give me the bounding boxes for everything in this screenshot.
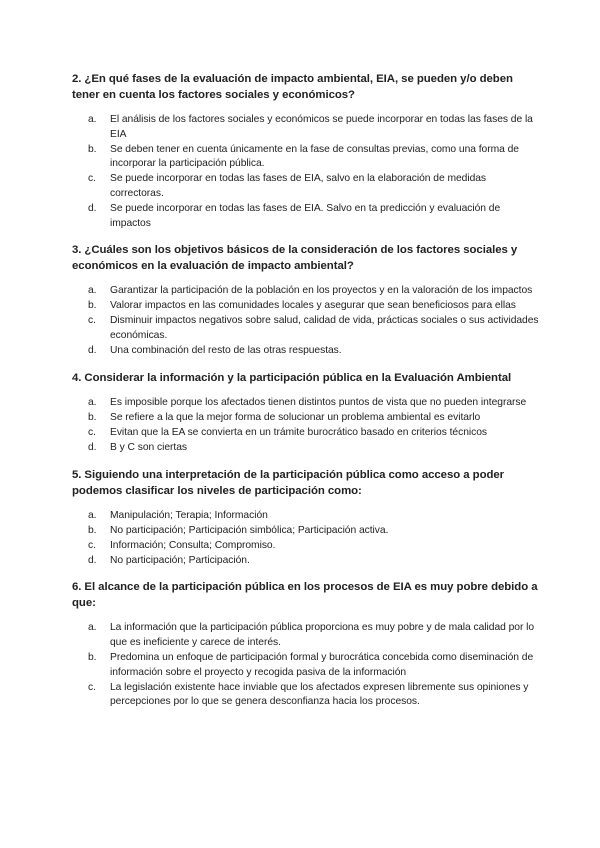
option-marker: d.: [88, 345, 97, 357]
option-list: [72, 113, 540, 231]
option-item: [72, 554, 540, 569]
option-marker: d.: [88, 442, 97, 453]
option-item: [72, 143, 540, 172]
option-item: [72, 202, 540, 231]
question-title: [72, 467, 540, 499]
option-text: Valorar impactos en las comunidades locales y asegurar que sean beneficiosos para ellas: [110, 300, 516, 312]
option-marker: b.: [88, 143, 97, 155]
question-title: [72, 579, 540, 611]
option-marker: c.: [88, 681, 96, 693]
option-item: [72, 113, 540, 142]
option-text: Predomina un enfoque de participación formal y burocrática concebida como diseminación de información sobre el proyecto y recogida pasiva de la información: [110, 652, 534, 678]
question-number: 4.: [72, 371, 82, 384]
question-title: [72, 71, 540, 103]
option-item: [72, 172, 540, 201]
option-text: El análisis de los factores sociales y económicos se puede incorporar en todas las fases de la EIA: [110, 114, 533, 140]
option-item: [72, 284, 540, 299]
option-text: No participación; Participación simbólica; Participación activa.: [110, 524, 389, 536]
option-text: Disminuir impactos negativos sobre salud, calidad de vida, prácticas sociales o sus actividades económicas.: [110, 315, 539, 342]
question-text: El alcance de la participación pública en los procesos de EIA es muy pobre debido a que:: [72, 581, 538, 610]
question-number: 2.: [72, 73, 82, 85]
option-text: Se puede incorporar en todas las fases de EIA. Salvo en ta predicción y evaluación de impactos: [110, 203, 501, 229]
option-marker: a.: [88, 509, 97, 521]
option-text: No participación; Participación.: [110, 554, 250, 566]
option-marker: a.: [88, 622, 97, 634]
option-list: [72, 621, 540, 710]
option-text: B y C son ciertas: [110, 442, 187, 453]
question-number: 6.: [72, 581, 82, 594]
option-item: [72, 621, 540, 650]
option-marker: d.: [88, 554, 97, 566]
option-text: La legislación existente hace inviable que los afectados expresen libremente sus opiniones y percepciones por lo que se genera desconfianza hacia los procesos.: [110, 681, 529, 708]
question-number: 3.: [72, 244, 82, 257]
option-item: [72, 411, 540, 426]
option-item: [72, 441, 540, 456]
question-text: ¿Cuáles son los objetivos básicos de la consideración de los factores sociales y económicos en la evaluación de impacto ambiental?: [72, 244, 518, 273]
question-number: 5.: [72, 468, 82, 481]
option-item: [72, 651, 540, 680]
option-item: [72, 681, 540, 710]
option-marker: b.: [88, 652, 97, 664]
question-title: [72, 370, 540, 386]
option-item: [72, 314, 540, 343]
option-text: Una combinación del resto de las otras respuestas.: [110, 345, 342, 357]
question-6: [72, 579, 540, 710]
option-list: [72, 509, 540, 569]
question-text: Considerar la información y la participación pública en la Evaluación Ambiental: [84, 371, 512, 384]
option-marker: b.: [88, 524, 97, 536]
option-marker: d.: [88, 203, 97, 215]
option-list: [72, 396, 540, 456]
option-item: [72, 344, 540, 359]
option-text: Manipulación; Terapia; Información: [110, 509, 268, 521]
option-text: Evitan que la EA se convierta en un trámite burocrático basado en criterios técnicos: [110, 426, 487, 438]
option-marker: c.: [88, 315, 96, 327]
question-4: [72, 370, 540, 456]
question-title: [72, 242, 540, 274]
option-item: [72, 524, 540, 539]
option-item: [72, 509, 540, 524]
option-marker: c.: [88, 173, 96, 185]
option-marker: c.: [88, 539, 96, 551]
option-text: Se deben tener en cuenta únicamente en la fase de consultas previas, como una forma de incorporar la participación pública.: [110, 143, 519, 170]
option-text: Garantizar la participación de la población en los proyectos y en la valoración de los impactos: [110, 285, 533, 297]
option-marker: b.: [88, 300, 97, 312]
option-marker: b.: [88, 411, 97, 423]
option-marker: c.: [88, 426, 96, 438]
option-item: [72, 426, 540, 441]
question-text: Siguiendo una interpretación de la participación pública como acceso a poder podemos clasificar los niveles de participación como:: [72, 468, 505, 497]
question-2: [72, 71, 540, 231]
option-marker: a.: [88, 396, 97, 408]
option-item: [72, 539, 540, 554]
option-text: Información; Consulta; Compromiso.: [110, 539, 276, 551]
option-item: [72, 299, 540, 314]
option-text: Se refiere a la que la mejor forma de solucionar un problema ambiental es evitarlo: [110, 411, 481, 423]
question-5: [72, 467, 540, 569]
option-list: [72, 284, 540, 358]
option-marker: a.: [88, 114, 97, 125]
question-text: ¿En qué fases de la evaluación de impacto ambiental, EIA, se pueden y/o deben tener en cuenta los factores sociales y económicos?: [72, 73, 513, 101]
option-text: Se puede incorporar en todas las fases de EIA, salvo en la elaboración de medidas correctoras.: [110, 173, 487, 199]
option-marker: a.: [88, 285, 97, 297]
question-3: [72, 242, 540, 358]
option-text: La información que la participación pública proporciona es muy pobre y de mala calidad por lo que es ineficiente y carece de interés.: [110, 622, 535, 649]
option-text: Es imposible porque los afectados tienen distintos puntos de vista que no pueden integrarse: [110, 396, 527, 408]
option-item: [72, 396, 540, 411]
